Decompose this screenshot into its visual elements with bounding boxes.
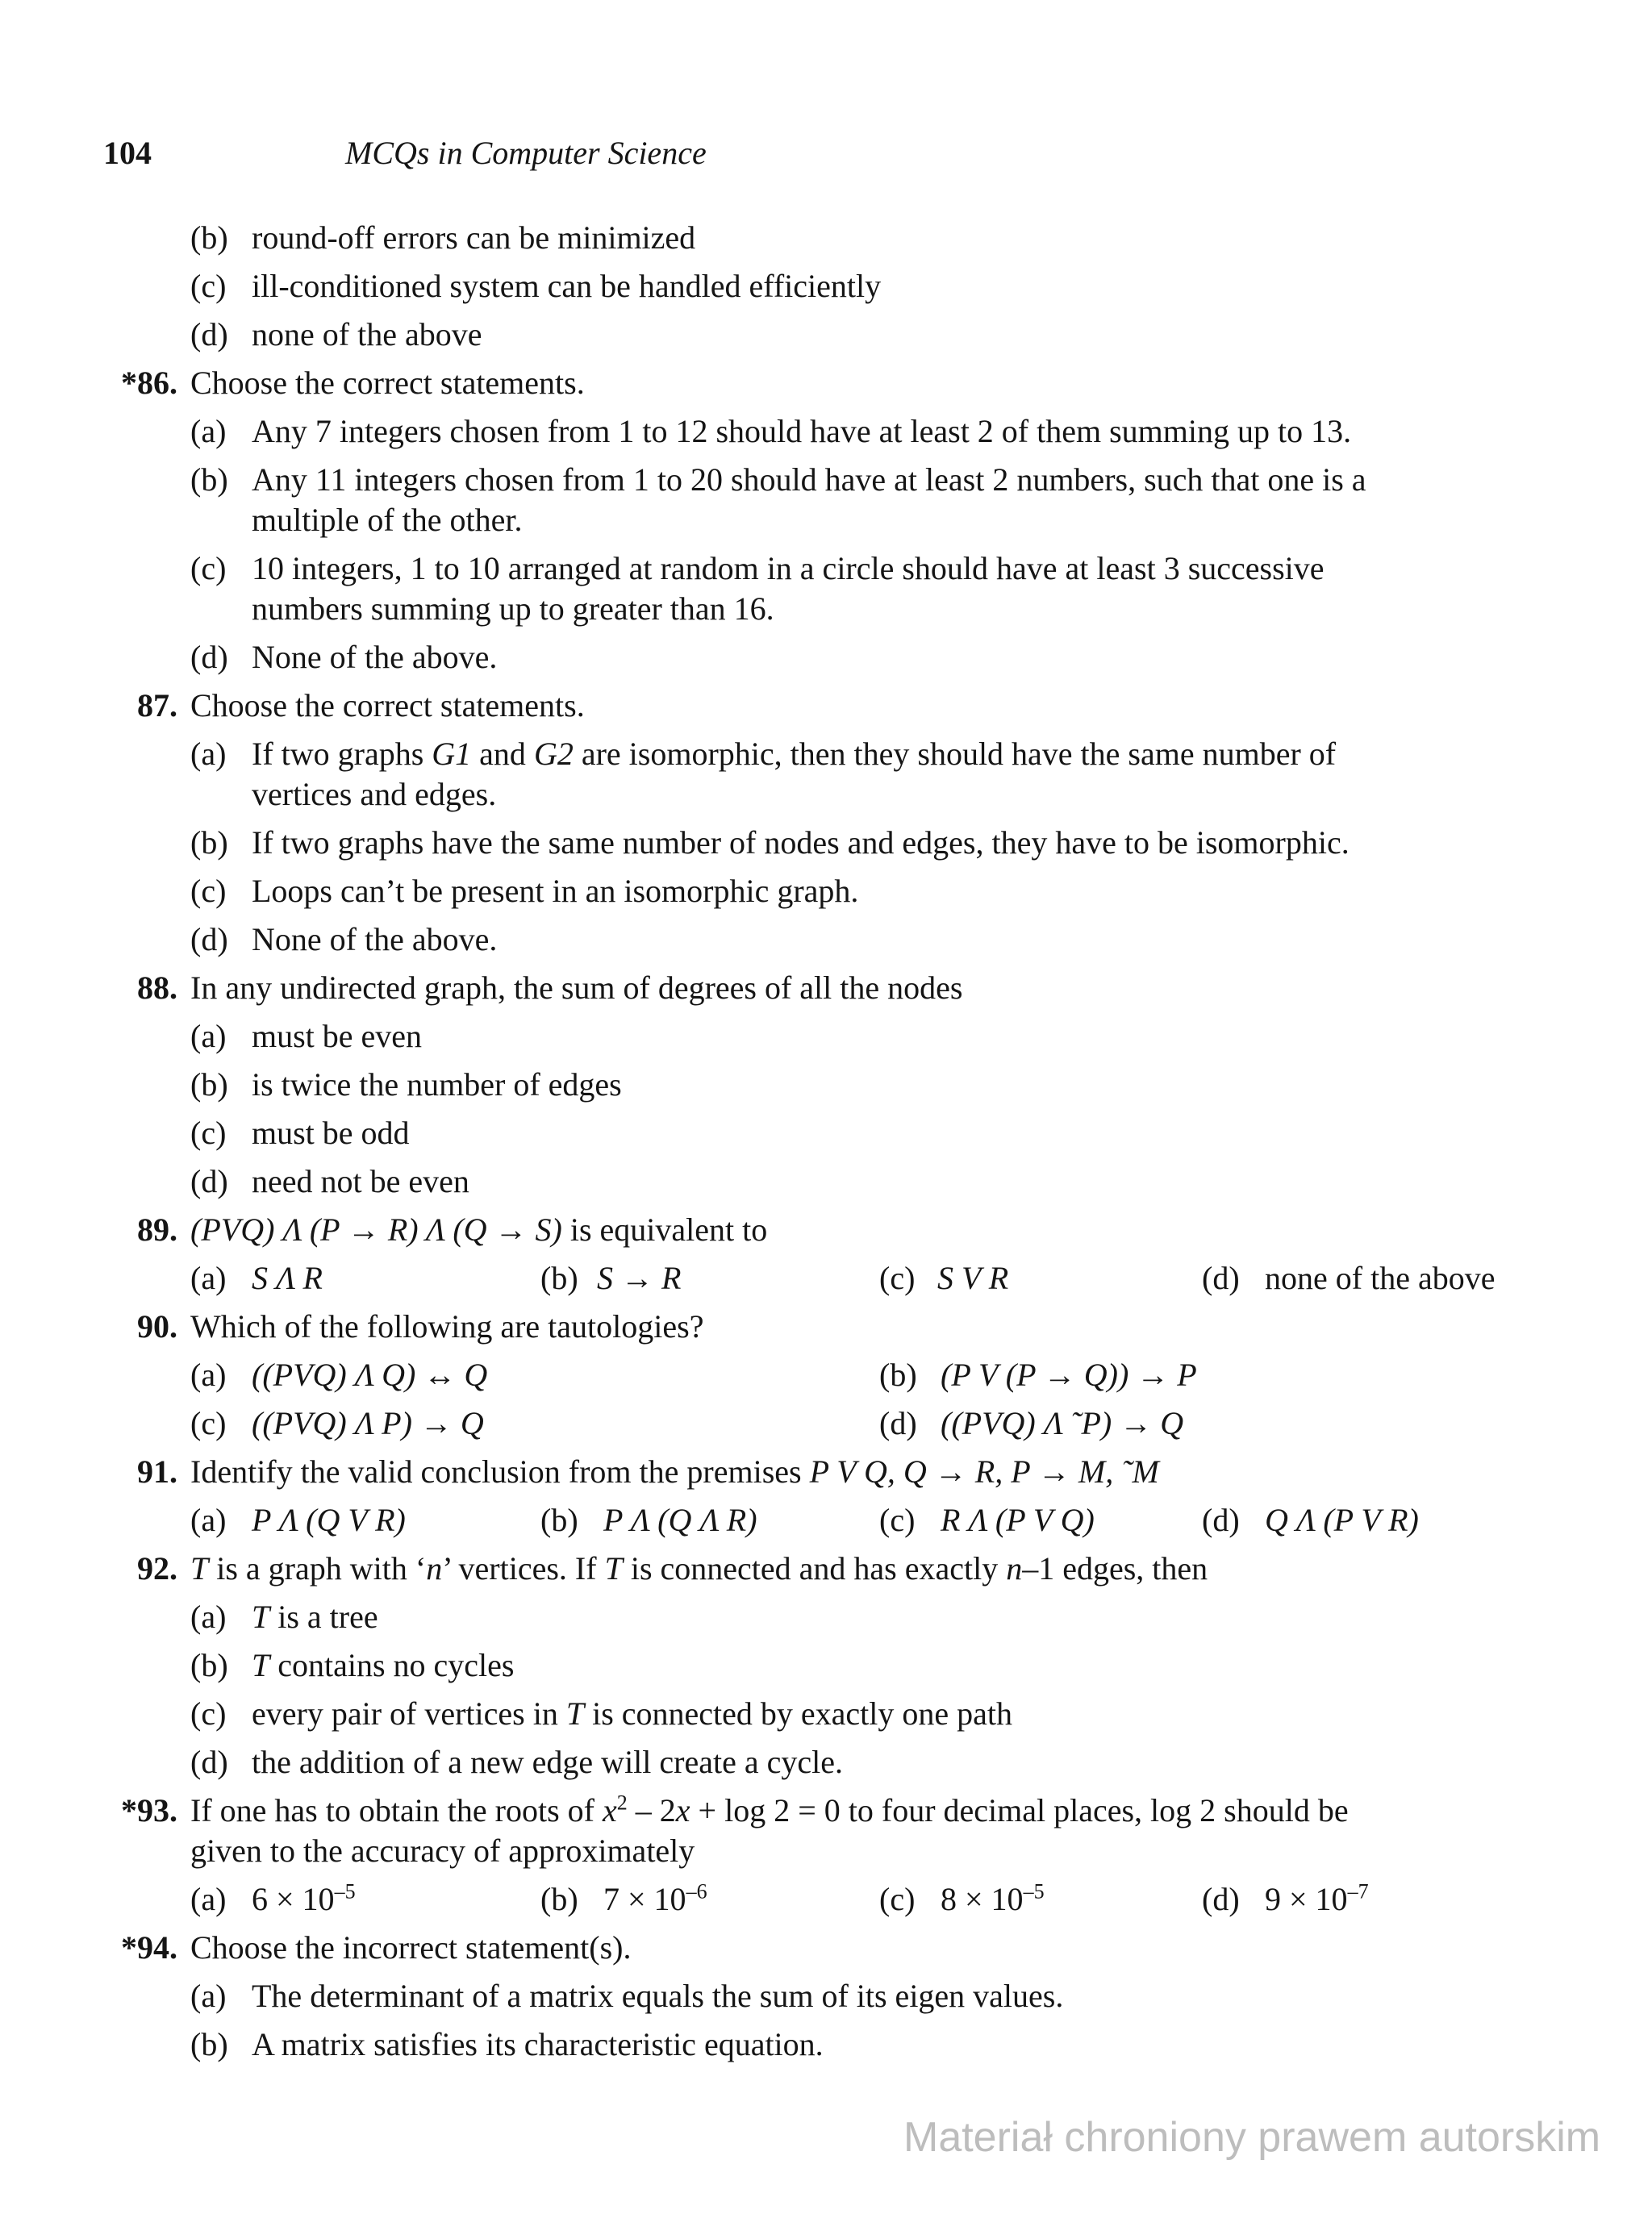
question-number: 88. xyxy=(137,969,177,1006)
question-number: *93. xyxy=(121,1792,177,1828)
question-number: *94. xyxy=(121,1929,177,1966)
option-label: (c) xyxy=(879,1502,916,1538)
copyright-watermark: Materiał chroniony prawem autorskim xyxy=(903,2114,1601,2161)
option-text: (P V (P → Q)) → P xyxy=(941,1357,1197,1393)
option-label: (d) xyxy=(190,316,228,352)
question-stem: Identify the valid conclusion from the premises P V Q, Q → R, P → M, ˜M xyxy=(190,1453,1159,1490)
option-label: (d) xyxy=(879,1405,917,1441)
question-stem: In any undirected graph, the sum of degrees of all the nodes xyxy=(190,969,963,1006)
option-label: (a) xyxy=(190,736,227,772)
option-text-continued: vertices and edges. xyxy=(252,776,497,812)
option-label: (d) xyxy=(190,1744,228,1780)
option-label: (b) xyxy=(190,824,228,861)
option-label: (b) xyxy=(190,2026,228,2062)
option-label: (a) xyxy=(190,1502,227,1538)
option-text: ((PVQ) Λ Q) ↔ Q xyxy=(252,1357,488,1393)
option-text: 10 integers, 1 to 10 arranged at random in a circle should have at least 3 successive xyxy=(252,550,1325,586)
question-stem: Which of the following are tautologies? xyxy=(190,1308,704,1345)
option-text: ill-conditioned system can be handled efficiently xyxy=(252,268,882,304)
option-label: (b) xyxy=(540,1502,578,1538)
option-text: R Λ (P V Q) xyxy=(941,1502,1095,1538)
option-label: (b) xyxy=(540,1260,578,1296)
question-number: 91. xyxy=(137,1453,177,1490)
book-title: MCQs in Computer Science xyxy=(345,135,707,171)
option-text: must be odd xyxy=(252,1115,410,1151)
option-text: $9 \times 10^{-7}$ xyxy=(1265,1879,1369,1917)
option-text: $8 \times 10^{-5}$ xyxy=(941,1879,1045,1917)
option-text: must be even xyxy=(252,1018,423,1054)
option-label: (c) xyxy=(190,873,227,909)
option-label: (d) xyxy=(1202,1881,1240,1917)
question-number: 87. xyxy=(137,687,177,723)
option-text: Q Λ (P V R) xyxy=(1265,1502,1419,1538)
question-number: *86. xyxy=(121,365,177,401)
question-stem: Choose the incorrect statement(s). xyxy=(190,1929,632,1966)
option-label: (d) xyxy=(190,1163,228,1199)
question-number: 89. xyxy=(137,1211,177,1248)
option-label: (c) xyxy=(190,1405,227,1441)
option-label: (d) xyxy=(1202,1260,1240,1296)
option-label: (a) xyxy=(190,1357,227,1393)
option-text: A matrix satisfies its characteristic equation. xyxy=(252,2026,824,2062)
option-label: (a) xyxy=(190,1018,227,1054)
question-stem-continued: given to the accuracy of approximately xyxy=(190,1833,695,1869)
option-text: Any 7 integers chosen from 1 to 12 should have at least 2 of them summing up to 13. xyxy=(252,413,1352,449)
question-stem: Choose the correct statements. xyxy=(190,687,585,723)
question-stem: T is a graph with ‘n’ vertices. If T is connected and has exactly n–1 edges, then xyxy=(190,1550,1208,1587)
option-label: (b) xyxy=(879,1357,917,1393)
option-text: need not be even xyxy=(252,1163,469,1199)
option-text: ((PVQ) Λ ˜P) → Q xyxy=(941,1405,1184,1441)
option-text: Loops can’t be present in an isomorphic graph. xyxy=(252,873,859,909)
option-label: (c) xyxy=(190,1695,227,1732)
option-label: (c) xyxy=(879,1881,916,1917)
option-text-continued: numbers summing up to greater than 16. xyxy=(252,590,774,627)
option-text: The determinant of a matrix equals the sum of its eigen values. xyxy=(252,1978,1064,2014)
option-text: P Λ (Q V R) xyxy=(252,1502,406,1538)
option-text: Any 11 integers chosen from 1 to 20 should have at least 2 numbers, such that one is a xyxy=(252,461,1366,498)
option-text: S Λ R xyxy=(252,1260,323,1296)
option-label: (b) xyxy=(540,1881,578,1917)
question-number: 90. xyxy=(137,1308,177,1345)
option-text: T is a tree xyxy=(252,1599,378,1635)
question-stem: Choose the correct statements. xyxy=(190,365,585,401)
option-text: None of the above. xyxy=(252,921,498,957)
option-text: $6 \times 10^{-5}$ xyxy=(252,1879,356,1917)
option-label: (a) xyxy=(190,1978,227,2014)
option-text: P Λ (Q Λ R) xyxy=(603,1502,757,1538)
option-text: ((PVQ) Λ P) → Q xyxy=(252,1405,484,1441)
option-label: (c) xyxy=(879,1260,916,1296)
option-label: (a) xyxy=(190,1260,227,1296)
option-label: (a) xyxy=(190,413,227,449)
option-label: (a) xyxy=(190,1599,227,1635)
option-label: (b) xyxy=(190,1647,228,1683)
page-number: 104 xyxy=(103,135,152,171)
option-text: $7 \times 10^{-6}$ xyxy=(603,1879,707,1917)
option-text: S V R xyxy=(937,1260,1009,1296)
question-number: 92. xyxy=(137,1550,177,1587)
option-label: (b) xyxy=(190,219,228,256)
option-label: (b) xyxy=(190,1066,228,1103)
option-text: the addition of a new edge will create a cycle. xyxy=(252,1744,843,1780)
option-text: is twice the number of edges xyxy=(252,1066,622,1103)
option-label: (d) xyxy=(190,921,228,957)
option-text: none of the above xyxy=(252,316,482,352)
question-stem: If one has to obtain the roots of $x^2 - 2x + \log 2 = 0$ to four decimal places, log 2 should be xyxy=(190,1791,1349,1828)
option-label: (c) xyxy=(190,550,227,586)
option-label: (d) xyxy=(1202,1502,1240,1538)
option-text: T contains no cycles xyxy=(252,1647,515,1683)
option-text: every pair of vertices in T is connected by exactly one path xyxy=(252,1695,1012,1732)
option-label: (c) xyxy=(190,268,227,304)
option-text: If two graphs G1 and G2 are isomorphic, then they should have the same number of xyxy=(252,736,1337,772)
option-label: (d) xyxy=(190,639,228,675)
option-text: none of the above xyxy=(1265,1260,1496,1296)
option-text: None of the above. xyxy=(252,639,498,675)
question-stem: (PVQ) Λ (P → R) Λ (Q → S) is equivalent to xyxy=(190,1211,768,1248)
option-label: (b) xyxy=(190,461,228,498)
option-text-continued: multiple of the other. xyxy=(252,502,523,538)
option-text: S → R xyxy=(597,1260,682,1296)
option-text: If two graphs have the same number of nodes and edges, they have to be isomorphic. xyxy=(252,824,1350,861)
option-label: (c) xyxy=(190,1115,227,1151)
option-text: round-off errors can be minimized xyxy=(252,219,696,256)
option-label: (a) xyxy=(190,1881,227,1917)
